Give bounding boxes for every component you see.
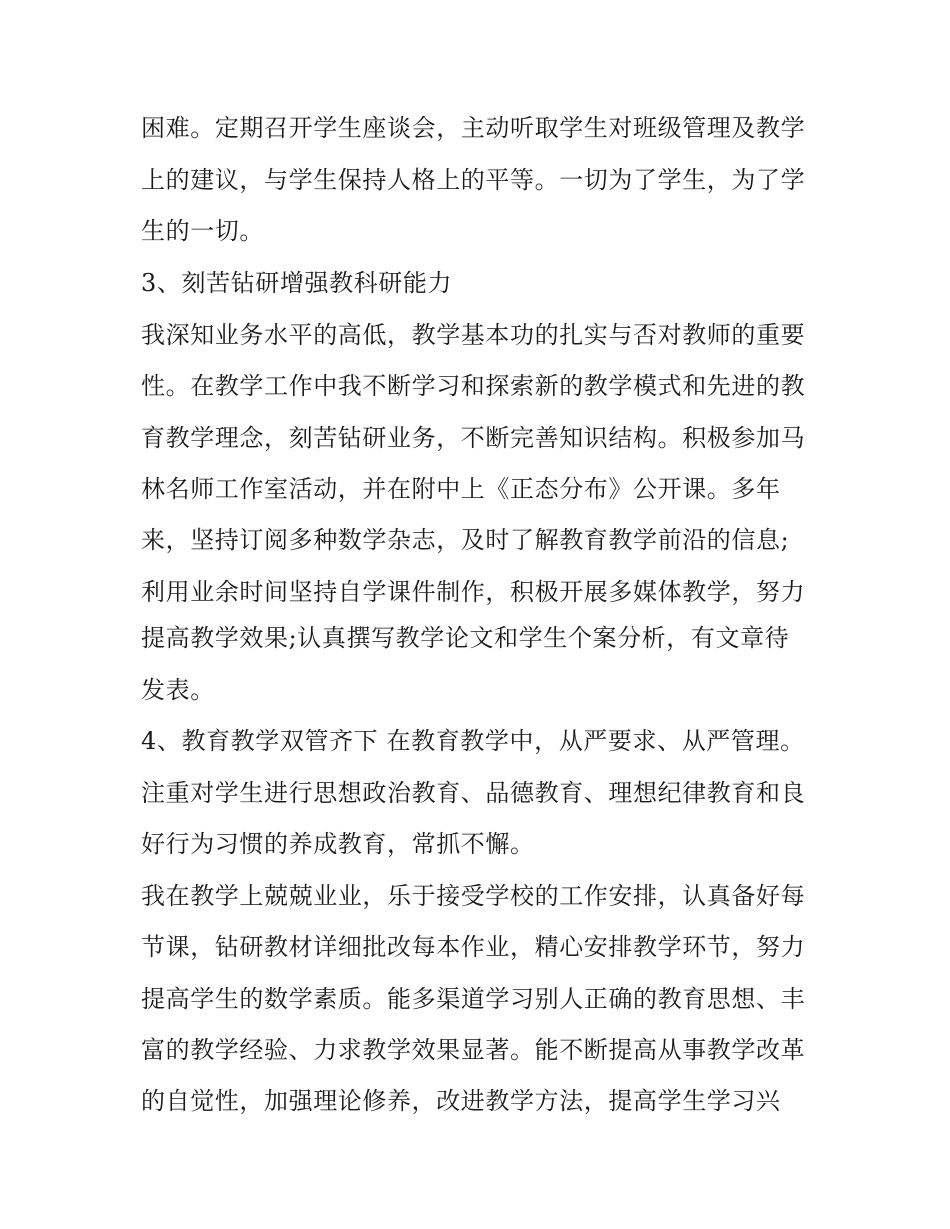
text-line: 来，坚持订阅多种数学杂志，及时了解教育教学前沿的信息;: [141, 526, 790, 554]
text-line: 生的一切。: [141, 217, 264, 245]
text-line: 上的建议，与学生保持人格上的平等。一切为了学生，为了学: [141, 166, 806, 194]
text-line: 利用业余时间坚持自学课件制作，积极开展多媒体教学，努力: [141, 578, 806, 606]
text-line: 困难。定期召开学生座谈会，主动听取学生对班级管理及教学: [141, 114, 806, 142]
text-line: 注重对学生进行思想政治教育、品德教育、理想纪律教育和良: [141, 779, 806, 807]
section-heading: 3、刻苦钻研增强教科研能力: [141, 269, 453, 297]
section-heading: 4、教育教学双管齐下 在教育教学中，从严要求、从严管理。: [141, 727, 805, 755]
text-line: 林名师工作室活动，并在附中上《正态分布》公开课。多年: [141, 475, 781, 503]
text-line: 节课，钻研教材详细批改每本作业，精心安排教学环节，努力: [141, 933, 806, 961]
text-line: 提高学生的数学素质。能多渠道学习别人正确的教育思想、丰: [141, 985, 806, 1013]
text-line: 我深知业务水平的高低，教学基本功的扎实与否对教师的重要: [141, 321, 806, 349]
text-line: 育教学理念，刻苦钻研业务，不断完善知识结构。积极参加马: [141, 424, 806, 452]
text-line: 的自觉性，加强理论修养，改进教学方法，提高学生学习兴: [141, 1087, 781, 1115]
text-line: 富的教学经验、力求教学效果显著。能不断提高从事教学改革: [141, 1036, 806, 1064]
text-line: 性。在教学工作中我不断学习和探索新的教学模式和先进的教: [141, 372, 806, 400]
text-line: 提高教学效果;认真撰写教学论文和学生个案分析，有文章待: [141, 624, 790, 652]
text-line: 我在教学上兢兢业业，乐于接受学校的工作安排，认真备好每: [141, 882, 806, 910]
text-line: 好行为习惯的养成教育，常抓不懈。: [141, 830, 535, 858]
text-line: 发表。: [141, 676, 215, 704]
